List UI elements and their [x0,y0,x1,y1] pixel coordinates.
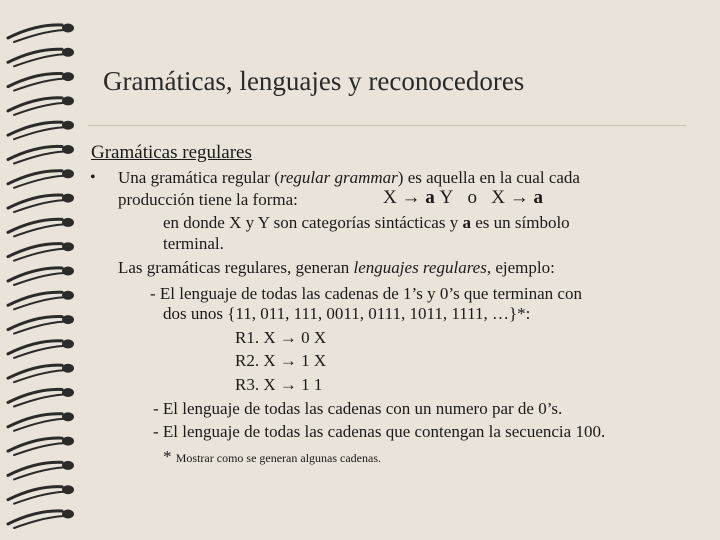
text-line-5: Las gramáticas regulares, generan lenguajes regulares, ejemplo: [118,258,555,277]
binding-ring [8,291,74,310]
binding-ring [8,339,74,358]
binding-ring [8,485,74,504]
binding-ring [8,412,74,431]
text-line-2: producción tiene la forma: [118,190,298,209]
example-3: - El lenguaje de todas las cadenas que contengan la secuencia 100. [153,422,606,441]
rule-r2: R2. X → 1 X [235,351,327,370]
binding-ring [8,169,74,188]
example-2: - El lenguaje de todas las cadenas con un numero par de 0’s. [153,399,563,418]
binding-ring [8,218,74,237]
example-1-line-2: dos unos {11, 011, 111, 0011, 0111, 1011, 1111, …}*: [163,304,531,323]
text-line-4: terminal. [163,234,224,253]
binding-ring [8,437,74,456]
footnote: * Mostrar como se generan algunas cadenas. [163,447,382,466]
title-divider [88,125,686,126]
text-line-1: Una gramática regular (regular grammar) es aquella en la cual cada [118,168,580,187]
binding-ring [8,194,74,213]
binding-ring [8,145,74,164]
example-1-line-1: - El lenguaje de todas las cadenas de 1’s y 0’s que terminan con [150,284,582,303]
binding-ring [8,48,74,67]
bullet-marker: • [90,169,96,186]
binding-ring [8,24,74,43]
binding-ring [8,242,74,261]
binding-ring [8,364,74,383]
binding-ring [8,96,74,115]
binding-ring [8,121,74,140]
binding-ring [8,388,74,407]
production-form: X → a Y o X → a [383,187,543,208]
rule-r3: R3. X → 1 1 [235,375,323,394]
rule-r1: R1. X → 0 X [235,328,327,347]
binding-ring [8,72,74,91]
binding-ring [8,267,74,286]
binding-ring [8,461,74,480]
spiral-binding [0,0,90,540]
binding-ring [8,315,74,334]
slide-title: Gramáticas, lenguajes y reconocedores [103,66,525,96]
section-subtitle: Gramáticas regulares [91,142,252,163]
text-line-3: en donde X y Y son categorías sintácticas y a es un símbolo [163,213,570,232]
binding-ring [8,510,74,529]
